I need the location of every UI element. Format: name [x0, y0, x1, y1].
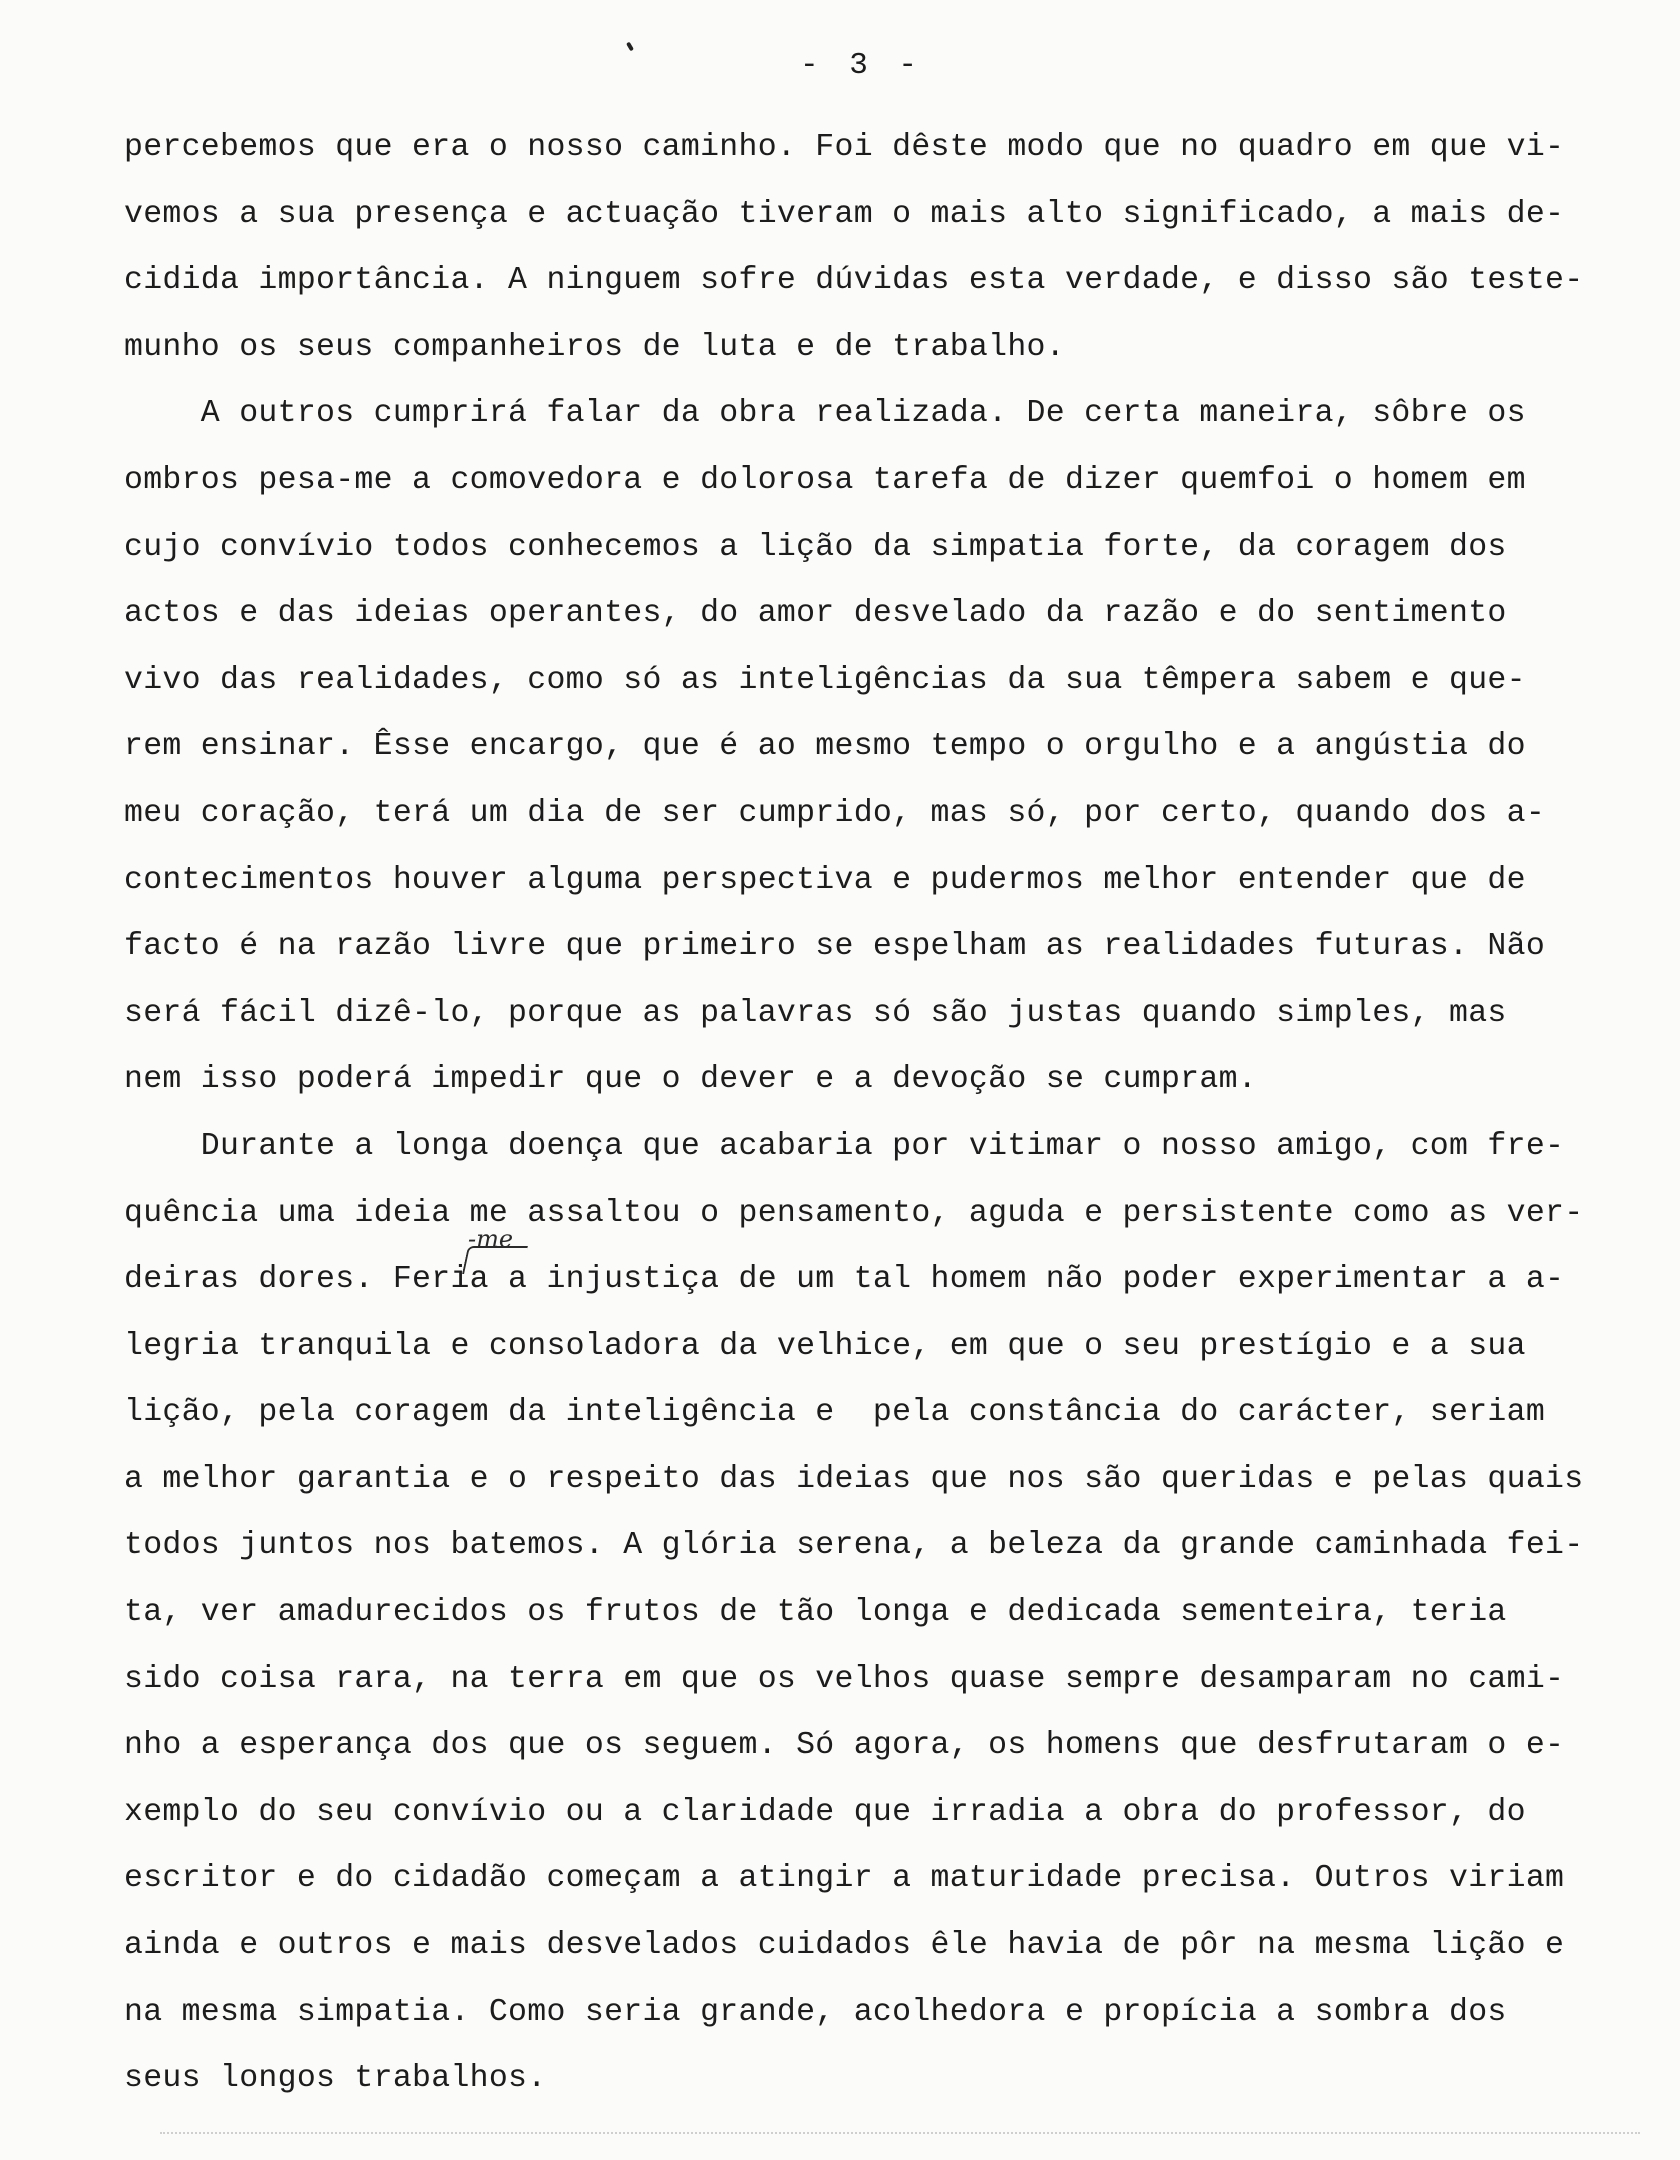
- page-number: - 3 -: [800, 48, 924, 83]
- stray-ink-mark: [626, 42, 634, 52]
- text-line: vemos a sua presença e actuação tiveram o mais alto significado, a mais de-: [124, 196, 1565, 232]
- text-line: actos e das ideias operantes, do amor desvelado da razão e do sentimento: [124, 596, 1507, 632]
- text-line: deiras dores. Feria a injustiça de um tal homem não poder experimentar a a-: [124, 1262, 1565, 1298]
- text-line: facto é na razão livre que primeiro se espelham as realidades futuras. Não: [124, 929, 1546, 965]
- text-line: sido coisa rara, na terra em que os velhos quase sempre desamparam no cami-: [124, 1661, 1565, 1697]
- text-line: ainda e outros e mais desvelados cuidados êle havia de pôr na mesma lição e: [124, 1928, 1565, 1964]
- text-line: ombros pesa-me a comovedora e dolorosa tarefa de dizer quemfoi o homem em: [124, 462, 1526, 498]
- text-line: nem isso poderá impedir que o dever e a devoção se cumpram.: [124, 1062, 1257, 1098]
- text-line: vivo das realidades, como só as inteligências da sua têmpera sabem e que-: [124, 662, 1526, 698]
- text-line: A outros cumprirá falar da obra realizada. De certa maneira, sôbre os: [124, 396, 1526, 432]
- text-line: cujo convívio todos conhecemos a lição da simpatia forte, da coragem dos: [124, 529, 1507, 565]
- text-line: seus longos trabalhos.: [124, 2061, 547, 2097]
- text-line: nho a esperança dos que os seguem. Só agora, os homens que desfrutaram o e-: [124, 1728, 1565, 1764]
- text-line: meu coração, terá um dia de ser cumprido, mas só, por certo, quando dos a-: [124, 795, 1546, 831]
- text-line: ta, ver amadurecidos os frutos de tão longa e dedicada sementeira, teria: [124, 1595, 1507, 1631]
- text-line: xemplo do seu convívio ou a claridade que irradia a obra do professor, do: [124, 1794, 1526, 1830]
- body-text: [124, 115, 1644, 2113]
- text-line: rem ensinar. Êsse encargo, que é ao mesmo tempo o orgulho e a angústia do: [124, 729, 1526, 765]
- text-line: escritor e do cidadão começam a atingir a maturidade precisa. Outros viriam: [124, 1861, 1565, 1897]
- text-line: munho os seus companheiros de luta e de trabalho.: [124, 329, 1065, 365]
- text-line: cidida importância. A ninguem sofre dúvidas esta verdade, e disso são teste-: [124, 263, 1584, 299]
- page-bottom-edge: [160, 2132, 1640, 2134]
- text-line: todos juntos nos batemos. A glória serena, a beleza da grande caminhada fei-: [124, 1528, 1584, 1564]
- text-line: legria tranquila e consoladora da velhice, em que o seu prestígio e a sua: [124, 1328, 1526, 1364]
- text-line: contecimentos houver alguma perspectiva e pudermos melhor entender que de: [124, 862, 1526, 898]
- text-line: lição, pela coragem da inteligência e pela constância do carácter, seriam: [124, 1395, 1546, 1431]
- text-line: percebemos que era o nosso caminho. Foi dêste modo que no quadro em que vi-: [124, 130, 1565, 165]
- text-line: na mesma simpatia. Como seria grande, acolhedora e propícia a sombra dos: [124, 1994, 1507, 2030]
- text-line: será fácil dizê-lo, porque as palavras só são justas quando simples, mas: [124, 995, 1507, 1031]
- text-line: a melhor garantia e o respeito das ideias que nos são queridas e pelas quais: [124, 1461, 1584, 1497]
- handwritten-insertion: -me: [468, 1225, 514, 1253]
- text-line: Durante a longa doença que acabaria por vitimar o nosso amigo, com fre-: [124, 1128, 1565, 1164]
- text-line: quência uma ideia me assaltou o pensamento, aguda e persistente como as ver-: [124, 1195, 1584, 1231]
